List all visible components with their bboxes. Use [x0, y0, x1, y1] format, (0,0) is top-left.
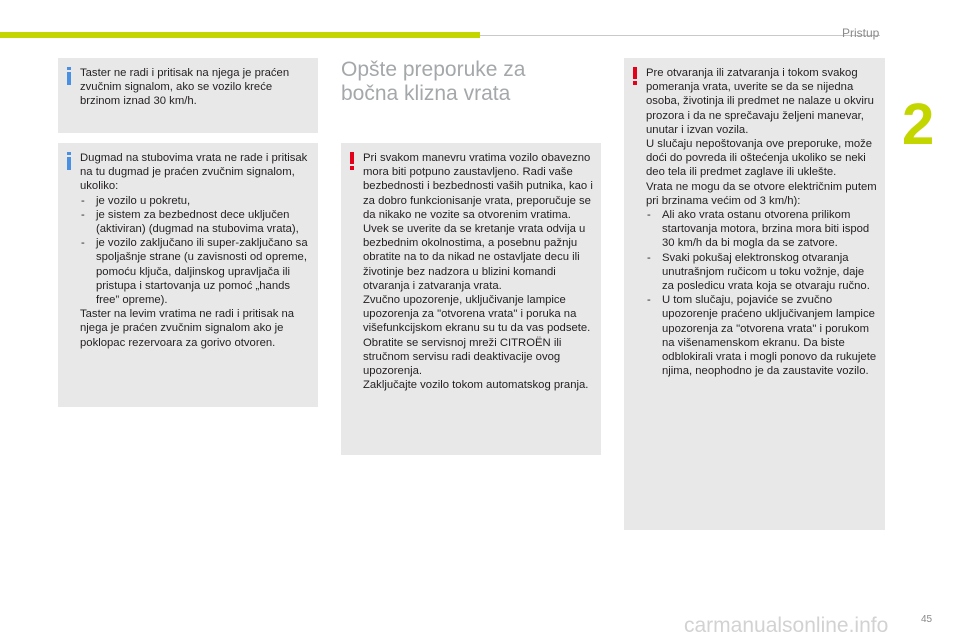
header-divider	[480, 35, 880, 36]
heading-line-1: Opšte preporuke za	[341, 58, 526, 81]
warning-icon	[346, 152, 358, 170]
list-item: - U tom slučaju, pojaviće se zvučno upozorenje praćeno uključivanjem lampice upozorenja za "otvorena vrata" i porukom na višenamenskom ekranu. Da biste odblokirali vrata i mogli ponovo da rukujete njima, neophodno je da zaustavite vozilo.	[646, 293, 877, 378]
info-outro: Taster na levim vratima ne radi i pritisak na njega je praćen zvučnim signalom ako je poklopac rezervoara za gorivo otvoren.	[80, 308, 295, 349]
list-item: - Ali ako vrata ostanu otvorena prilikom startovanja motora, brzina mora biti ispod 30 km/h da bi mogla da se zatvore.	[646, 208, 877, 251]
info-box-pillar-buttons	[58, 143, 318, 407]
info-icon	[63, 152, 75, 170]
info-icon	[63, 67, 75, 85]
warning-box-door-movement	[624, 58, 885, 530]
list-item: - je vozilo u pokretu,	[80, 194, 310, 208]
section-heading	[341, 58, 525, 106]
list-item: - je sistem za bezbednost dece uključen (aktiviran) (dugmad na stubovima vrata),	[80, 208, 310, 236]
warning-icon	[629, 67, 641, 85]
warning-box-maneuver	[341, 143, 601, 455]
list-item: - je vozilo zaključano ili super-zaključano sa spoljašnje strane (u zavisnosti od opreme, pomoću ključa, daljinskog upravljača ili pristupa i startovanja uz pomoć „hands free” opreme).	[80, 236, 310, 307]
list-item: - Svaki pokušaj elektronskog otvaranja unutrašnjom ručicom u toku vožnje, daje za posledicu vrata koja se otvaraju ručno.	[646, 251, 877, 294]
page-number: 45	[921, 614, 933, 625]
warning-paragraph: U slučaju nepoštovanja ove preporuke, može doći do povreda ili oštećenja ukoliko se neki deo tela ili predmet zaglave ili uklešte.	[646, 138, 873, 179]
footer-watermark: carmanualsonline.info	[684, 614, 889, 637]
warning-paragraph: Vrata ne mogu da se otvore električnim putem pri brzinama većim od 3 km/h):	[646, 180, 877, 207]
warning-paragraph: Zaključajte vozilo tokom automatskog pranja.	[363, 379, 589, 392]
info-box-button-speed	[58, 58, 318, 133]
warning-paragraph: Pri svakom manevru vratima vozilo obavezno mora biti potpuno zaustavljeno. Radi vaše bezbednosti i bezbednosti vaših putnika, kao i za dobro funkcionisanje vrata, preporučuje se da nikako ne vozite sa otvorenim vratima.	[363, 152, 593, 221]
chapter-number: 2	[902, 92, 935, 157]
header-accent-bar	[0, 32, 480, 38]
warning-paragraph: Zvučno upozorenje, uključivanje lampice upozorenja za "otvorena vrata" i poruka na višefunkcijskom ekranu su tu da vas podsete. Obratite se servisnoj mreži CITROËN ili stručnom servisu radi deaktivacije ovog upozorenja.	[363, 294, 591, 378]
speed-condition-list	[646, 208, 877, 378]
condition-list	[80, 194, 310, 308]
info-intro: Dugmad na stubovima vrata ne rade i pritisak na tu dugmad je praćen zvučnim signalom, ukoliko:	[80, 152, 308, 193]
warning-paragraph: Uvek se uverite da se kretanje vrata odvija u bezbednim okolnostima, a posebnu pažnju obratite na to da nikad ne ostavljate decu ili životinje bez nadzora u blizini komandi otvaranja i zatvaranja vrata.	[363, 223, 586, 292]
heading-line-2: bočna klizna vrata	[341, 82, 511, 105]
info-text: Taster ne radi i pritisak na njega je praćen zvučnim signalom, ako se vozilo kreće brzinom iznad 30 km/h.	[80, 67, 290, 108]
section-label: Pristup	[842, 26, 880, 40]
warning-paragraph: Pre otvaranja ili zatvaranja i tokom svakog pomeranja vrata, uverite se da se nijedna osoba, životinja ili predmet ne nalaze u okviru prozora i da ne sprečavaju željeni manevar, unutar i izvan vozila.	[646, 67, 874, 136]
